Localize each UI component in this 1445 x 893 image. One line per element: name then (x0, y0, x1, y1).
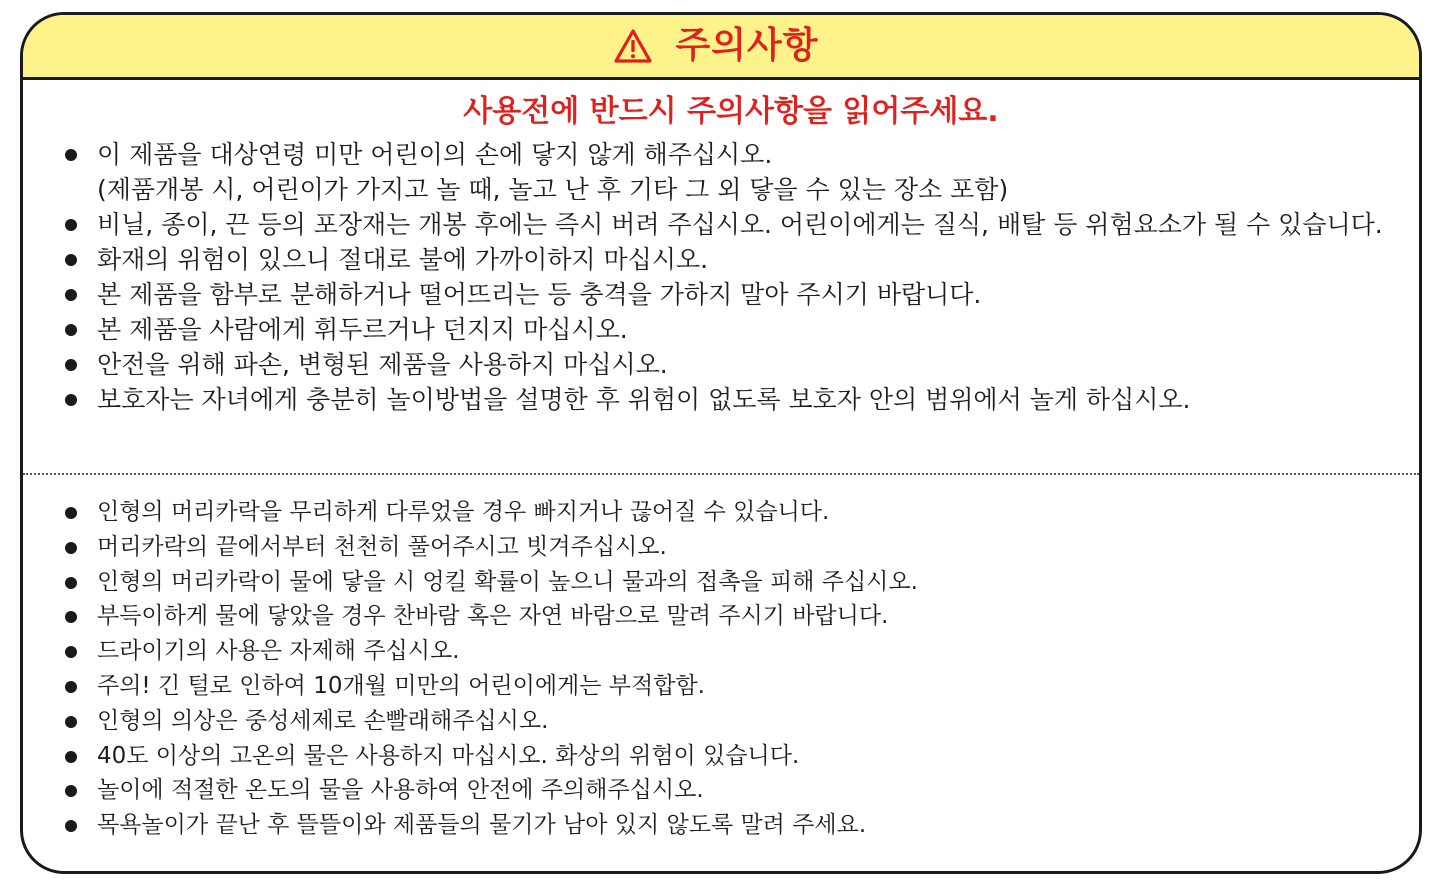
list-item (63, 704, 1383, 739)
list-item-text: 인형의 머리카락이 물에 닿을 시 엉킬 확률이 높으니 물과의 접촉을 피해 주십시오. (97, 568, 918, 595)
bullet-icon (65, 394, 77, 406)
list-item (63, 773, 1383, 808)
bullet-icon (65, 646, 77, 658)
list-item-text: 주의! 긴 털로 인하여 10개월 미만의 어린이에게는 부적합함. (97, 672, 705, 699)
list-item (63, 277, 1383, 312)
caution-card (20, 12, 1422, 874)
list-item-text: 이 제품을 대상연령 미만 어린이의 손에 닿지 않게 해주십시오. (제품개봉 시, 어린이가 가지고 놀 때, 놀고 난 후 기타 그 외 닿을 수 있는 장소 포함) (97, 140, 1009, 204)
list-item-text: 보호자는 자녀에게 충분히 놀이방법을 설명한 후 위험이 없도록 보호자 안의 범위에서 놀게 하십시오. (97, 385, 1191, 414)
list-item (63, 634, 1383, 669)
bottom-caution-list (63, 495, 1383, 843)
list-item (63, 739, 1383, 774)
bullet-icon (65, 359, 77, 371)
top-caution-list (63, 137, 1383, 417)
bullet-icon (65, 254, 77, 266)
bullet-icon (65, 681, 77, 693)
list-item (63, 808, 1383, 843)
bullet-icon (65, 149, 77, 161)
list-item-text: 머리카락의 끝에서부터 천천히 풀어주시고 빗겨주십시오. (97, 533, 667, 560)
dotted-divider (23, 473, 1419, 475)
list-item-text: 본 제품을 사람에게 휘두르거나 던지지 마십시오. (97, 315, 628, 344)
bullet-icon (65, 751, 77, 763)
header-title: 주의사항 (675, 25, 819, 66)
bullet-icon (65, 577, 77, 589)
bullet-icon (65, 324, 77, 336)
list-item (63, 565, 1383, 600)
list-item (63, 242, 1383, 277)
header-content (613, 25, 819, 66)
list-item-text: 비닐, 종이, 끈 등의 포장재는 개봉 후에는 즉시 버려 주십시오. 어린이에게는 질식, 배탈 등 위험요소가 될 수 있습니다. (97, 210, 1383, 239)
list-item (63, 312, 1383, 347)
bullet-icon (65, 820, 77, 832)
caution-subtitle: 사용전에 반드시 주의사항을 읽어주세요. (463, 94, 999, 129)
list-item-text: 안전을 위해 파손, 변형된 제품을 사용하지 마십시오. (97, 350, 668, 379)
list-item (63, 347, 1383, 382)
warning-triangle-icon (613, 28, 653, 64)
list-item-text: 화재의 위험이 있으니 절대로 불에 가까이하지 마십시오. (97, 245, 709, 274)
list-item-text: 인형의 의상은 중성세제로 손빨래해주십시오. (97, 707, 549, 734)
bullet-icon (65, 542, 77, 554)
caution-header (23, 15, 1419, 80)
list-item (63, 599, 1383, 634)
list-item-text: 드라이기의 사용은 자제해 주십시오. (97, 638, 460, 665)
bullet-icon (65, 289, 77, 301)
list-item (63, 137, 1383, 207)
list-item (63, 669, 1383, 704)
list-item-text: 부득이하게 물에 닿았을 경우 찬바람 혹은 자연 바람으로 말려 주시기 바랍니다. (97, 603, 889, 630)
bullet-icon (65, 507, 77, 519)
list-item-text: 놀이에 적절한 온도의 물을 사용하여 안전에 주의해주십시오. (97, 777, 704, 804)
list-item-text: 인형의 머리카락을 무리하게 다루었을 경우 빠지거나 끊어질 수 있습니다. (97, 499, 830, 525)
list-item-text: 본 제품을 함부로 분해하거나 떨어뜨리는 등 충격을 가하지 말아 주시기 바랍니다. (97, 280, 982, 309)
list-item (63, 530, 1383, 565)
bullet-icon (65, 785, 77, 797)
list-item (63, 382, 1383, 417)
list-item-text: 40도 이상의 고온의 물은 사용하지 마십시오. 화상의 위험이 있습니다. (97, 742, 800, 769)
list-item-text: 목욕놀이가 끝난 후 뜰뜰이와 제품들의 물기가 남아 있지 않도록 말려 주세요. (97, 812, 867, 839)
bullet-icon (65, 611, 77, 623)
bullet-icon (65, 716, 77, 728)
bullet-icon (65, 219, 77, 231)
list-item (63, 207, 1383, 242)
list-item (63, 495, 1383, 530)
